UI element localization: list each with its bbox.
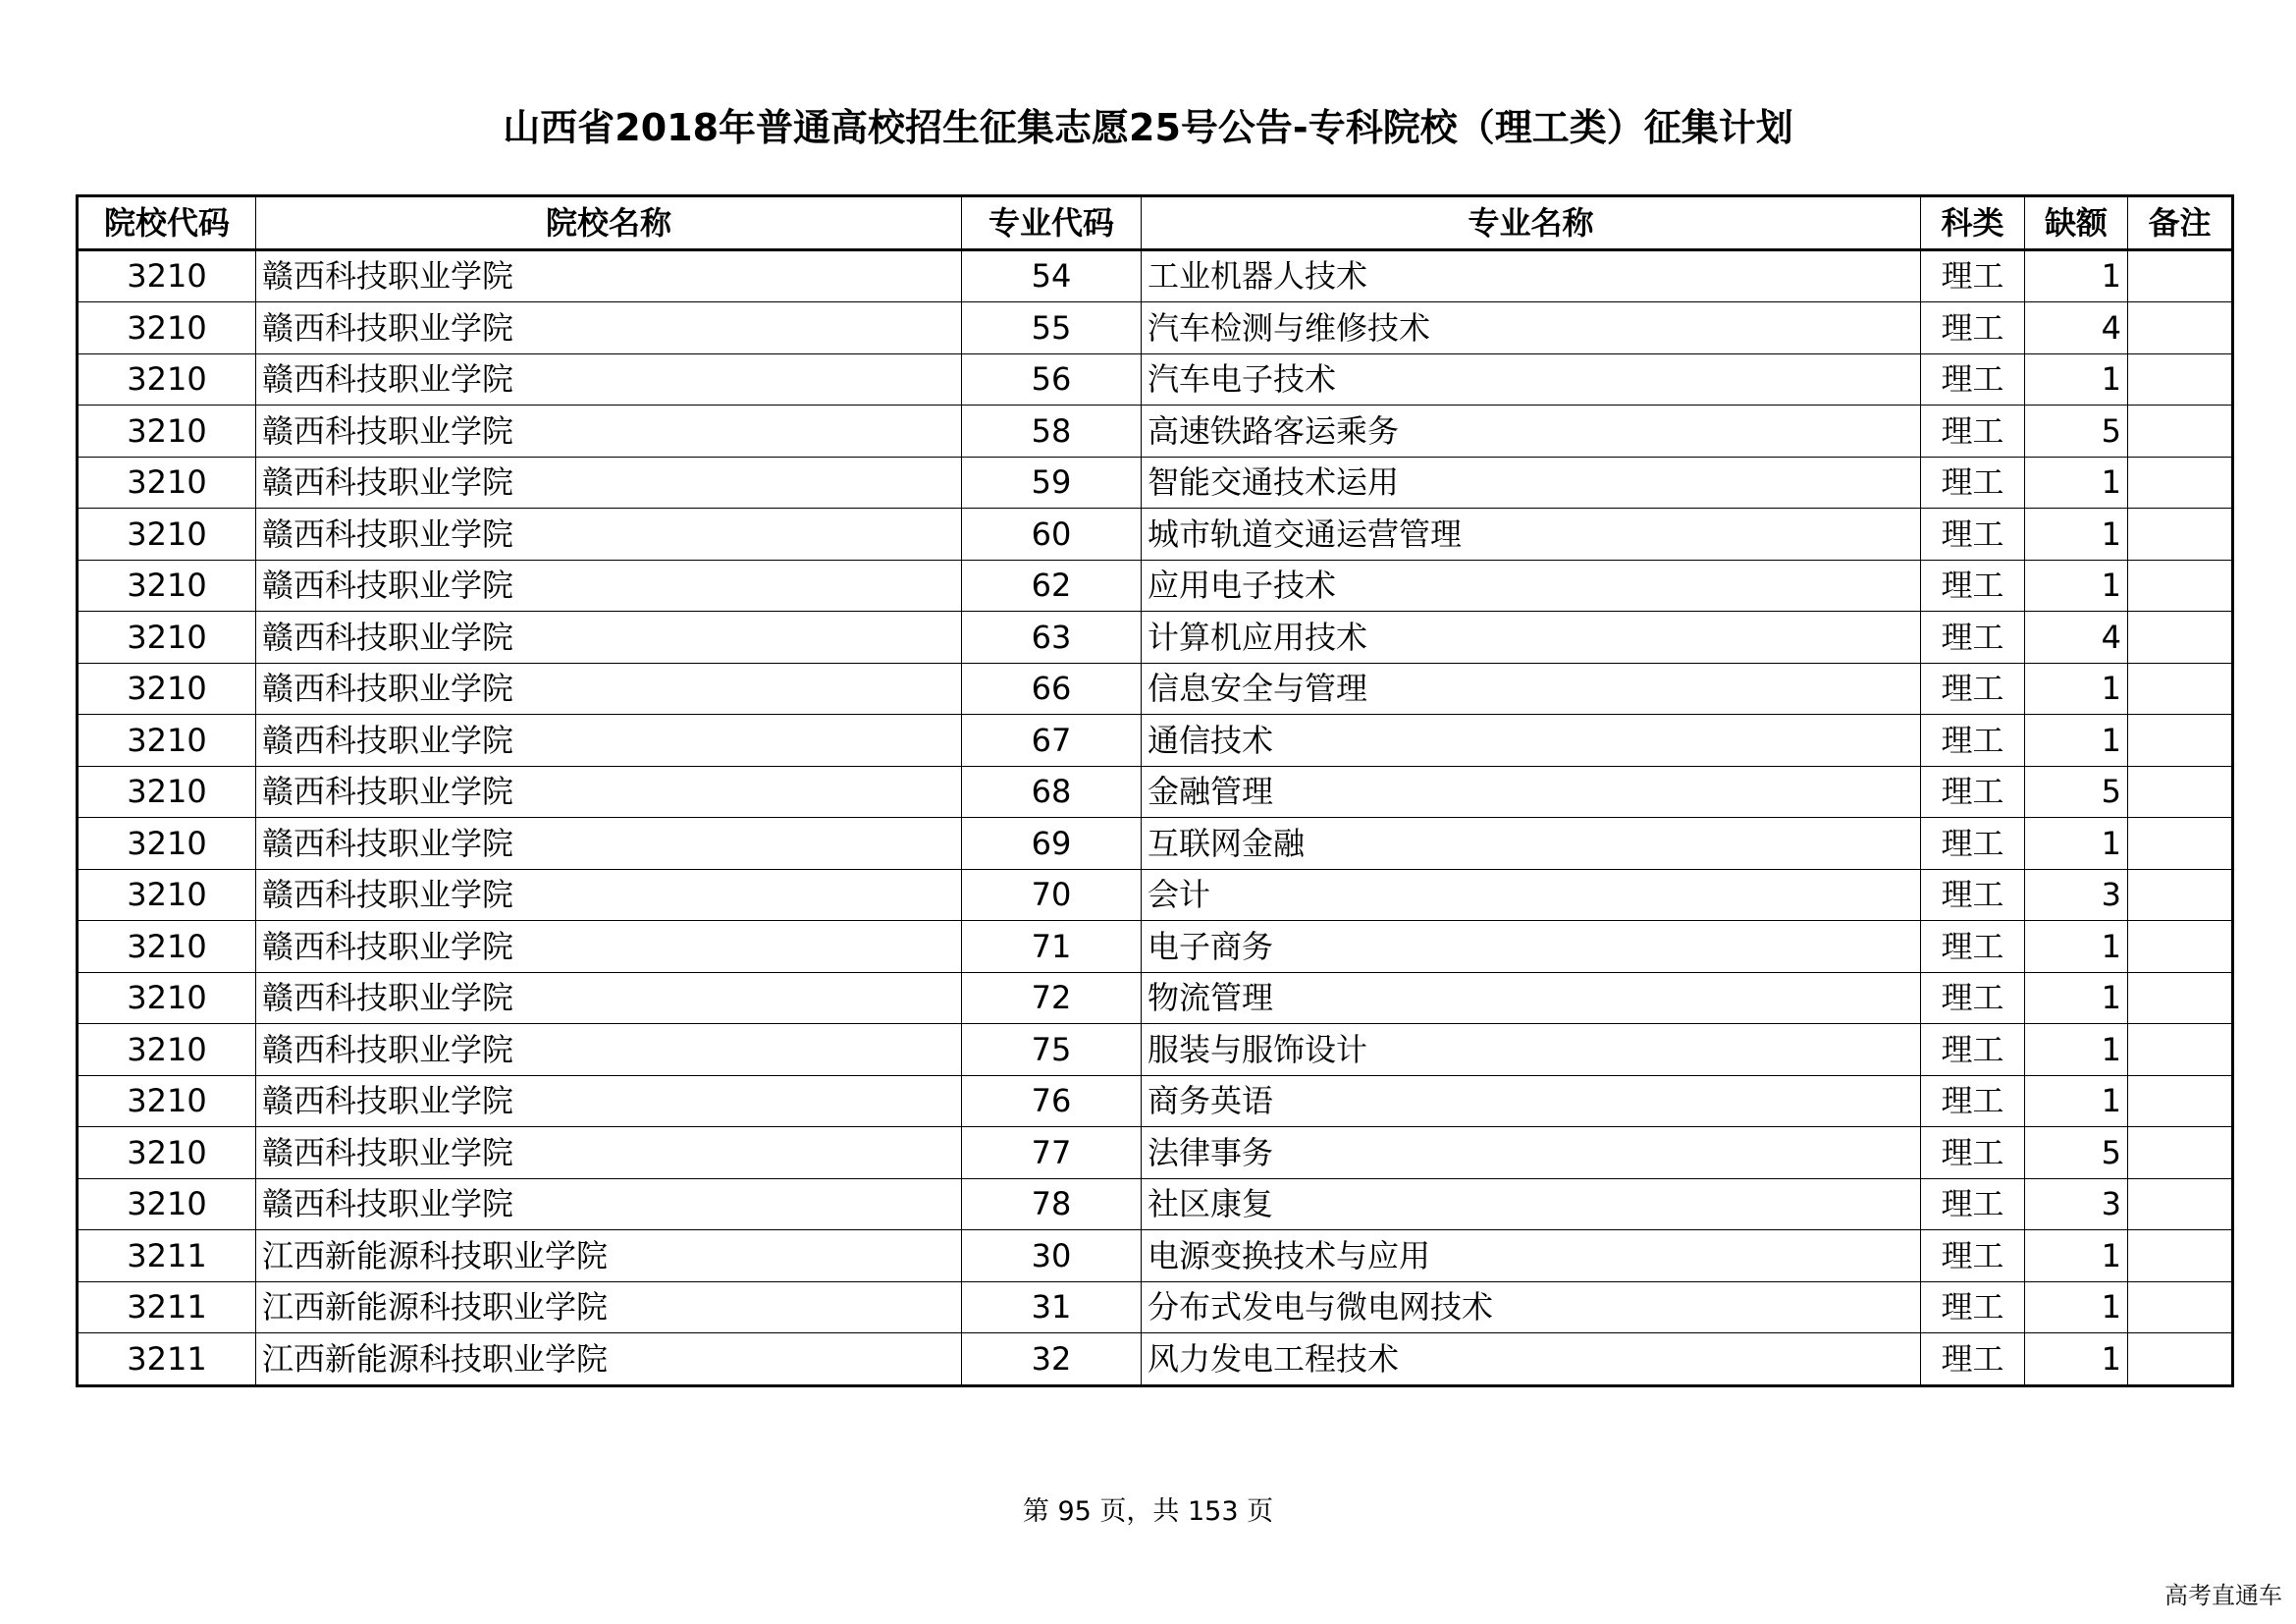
cell-major-code: 68	[962, 766, 1142, 818]
cell-major-name: 电子商务	[1142, 921, 1921, 973]
cell-vacancies: 1	[2025, 818, 2128, 870]
cell-category: 理工	[1921, 457, 2025, 509]
cell-remarks	[2128, 663, 2233, 715]
cell-vacancies: 1	[2025, 509, 2128, 561]
cell-major-code: 62	[962, 560, 1142, 612]
cell-vacancies: 1	[2025, 457, 2128, 509]
table-row	[78, 972, 2233, 1024]
cell-school-code: 3210	[78, 612, 256, 664]
cell-remarks	[2128, 249, 2233, 302]
table-row	[78, 1075, 2233, 1127]
table-row	[78, 1024, 2233, 1076]
cell-major-name: 商务英语	[1142, 1075, 1921, 1127]
cell-school-name: 赣西科技职业学院	[256, 1024, 962, 1076]
cell-major-name: 工业机器人技术	[1142, 249, 1921, 302]
cell-vacancies: 1	[2025, 1333, 2128, 1386]
table-row	[78, 1230, 2233, 1282]
cell-school-code: 3210	[78, 1024, 256, 1076]
cell-vacancies: 1	[2025, 1024, 2128, 1076]
cell-remarks	[2128, 1281, 2233, 1333]
cell-remarks	[2128, 869, 2233, 921]
cell-category: 理工	[1921, 249, 2025, 302]
cell-major-code: 55	[962, 302, 1142, 354]
table-header-row	[78, 196, 2233, 250]
table-row	[78, 1281, 2233, 1333]
cell-vacancies: 5	[2025, 1127, 2128, 1179]
page-footer: 第 95 页，共 153 页	[1022, 1496, 1274, 1527]
cell-category: 理工	[1921, 766, 2025, 818]
cell-major-code: 31	[962, 1281, 1142, 1333]
cell-remarks	[2128, 1127, 2233, 1179]
table-body	[78, 249, 2233, 1385]
cell-remarks	[2128, 560, 2233, 612]
cell-school-code: 3210	[78, 663, 256, 715]
cell-major-code: 76	[962, 1075, 1142, 1127]
cell-major-code: 67	[962, 715, 1142, 767]
cell-major-code: 66	[962, 663, 1142, 715]
table-row	[78, 457, 2233, 509]
cell-category: 理工	[1921, 869, 2025, 921]
cell-major-code: 71	[962, 921, 1142, 973]
cell-category: 理工	[1921, 406, 2025, 458]
cell-remarks	[2128, 406, 2233, 458]
table-row	[78, 715, 2233, 767]
cell-major-name: 服装与服饰设计	[1142, 1024, 1921, 1076]
header-category: 科类	[1921, 196, 2025, 250]
table-row	[78, 612, 2233, 664]
cell-school-name: 赣西科技职业学院	[256, 818, 962, 870]
cell-school-code: 3210	[78, 921, 256, 973]
cell-school-code: 3210	[78, 766, 256, 818]
cell-major-code: 63	[962, 612, 1142, 664]
cell-school-name: 赣西科技职业学院	[256, 249, 962, 302]
cell-vacancies: 1	[2025, 1230, 2128, 1282]
table-row	[78, 818, 2233, 870]
table-row	[78, 1127, 2233, 1179]
cell-remarks	[2128, 509, 2233, 561]
header-vacancies: 缺额	[2025, 196, 2128, 250]
cell-school-name: 赣西科技职业学院	[256, 1127, 962, 1179]
cell-remarks	[2128, 302, 2233, 354]
cell-major-name: 会计	[1142, 869, 1921, 921]
cell-school-name: 赣西科技职业学院	[256, 406, 962, 458]
cell-category: 理工	[1921, 715, 2025, 767]
cell-vacancies: 1	[2025, 972, 2128, 1024]
enrollment-plan-table	[76, 194, 2234, 1387]
cell-category: 理工	[1921, 302, 2025, 354]
cell-school-name: 赣西科技职业学院	[256, 302, 962, 354]
cell-major-name: 汽车电子技术	[1142, 353, 1921, 406]
cell-vacancies: 1	[2025, 249, 2128, 302]
cell-school-code: 3210	[78, 406, 256, 458]
header-remarks: 备注	[2128, 196, 2233, 250]
cell-school-code: 3210	[78, 509, 256, 561]
cell-school-code: 3210	[78, 249, 256, 302]
cell-major-name: 物流管理	[1142, 972, 1921, 1024]
cell-category: 理工	[1921, 972, 2025, 1024]
cell-major-name: 高速铁路客运乘务	[1142, 406, 1921, 458]
cell-vacancies: 1	[2025, 1281, 2128, 1333]
table-row	[78, 663, 2233, 715]
cell-category: 理工	[1921, 353, 2025, 406]
cell-major-name: 分布式发电与微电网技术	[1142, 1281, 1921, 1333]
cell-major-code: 69	[962, 818, 1142, 870]
cell-school-name: 赣西科技职业学院	[256, 663, 962, 715]
cell-major-code: 58	[962, 406, 1142, 458]
cell-school-code: 3210	[78, 1075, 256, 1127]
cell-school-name: 赣西科技职业学院	[256, 509, 962, 561]
cell-major-name: 信息安全与管理	[1142, 663, 1921, 715]
cell-vacancies: 5	[2025, 766, 2128, 818]
cell-category: 理工	[1921, 1075, 2025, 1127]
cell-remarks	[2128, 612, 2233, 664]
watermark-text: 高考直通车	[2164, 1582, 2282, 1609]
cell-remarks	[2128, 1230, 2233, 1282]
cell-major-name: 法律事务	[1142, 1127, 1921, 1179]
cell-school-name: 赣西科技职业学院	[256, 457, 962, 509]
cell-major-code: 77	[962, 1127, 1142, 1179]
table-row	[78, 509, 2233, 561]
cell-school-name: 赣西科技职业学院	[256, 560, 962, 612]
cell-major-code: 70	[962, 869, 1142, 921]
cell-school-code: 3211	[78, 1281, 256, 1333]
cell-category: 理工	[1921, 1281, 2025, 1333]
cell-vacancies: 5	[2025, 406, 2128, 458]
cell-remarks	[2128, 1178, 2233, 1230]
table-row	[78, 560, 2233, 612]
cell-school-name: 江西新能源科技职业学院	[256, 1230, 962, 1282]
cell-remarks	[2128, 1024, 2233, 1076]
cell-vacancies: 1	[2025, 921, 2128, 973]
table-row	[78, 302, 2233, 354]
cell-school-name: 江西新能源科技职业学院	[256, 1281, 962, 1333]
cell-school-name: 赣西科技职业学院	[256, 972, 962, 1024]
header-major-name: 专业名称	[1142, 196, 1921, 250]
cell-major-name: 计算机应用技术	[1142, 612, 1921, 664]
cell-school-name: 赣西科技职业学院	[256, 869, 962, 921]
cell-category: 理工	[1921, 818, 2025, 870]
cell-major-name: 城市轨道交通运营管理	[1142, 509, 1921, 561]
cell-remarks	[2128, 353, 2233, 406]
cell-school-code: 3210	[78, 972, 256, 1024]
cell-vacancies: 1	[2025, 1075, 2128, 1127]
table-row	[78, 353, 2233, 406]
table-row	[78, 249, 2233, 302]
cell-vacancies: 4	[2025, 302, 2128, 354]
cell-school-code: 3210	[78, 457, 256, 509]
cell-major-code: 75	[962, 1024, 1142, 1076]
cell-school-name: 赣西科技职业学院	[256, 1075, 962, 1127]
cell-school-code: 3210	[78, 818, 256, 870]
cell-category: 理工	[1921, 612, 2025, 664]
cell-major-name: 社区康复	[1142, 1178, 1921, 1230]
cell-school-code: 3210	[78, 1127, 256, 1179]
cell-vacancies: 1	[2025, 715, 2128, 767]
cell-school-code: 3211	[78, 1230, 256, 1282]
table-row	[78, 1333, 2233, 1386]
cell-category: 理工	[1921, 509, 2025, 561]
cell-major-name: 汽车检测与维修技术	[1142, 302, 1921, 354]
cell-remarks	[2128, 921, 2233, 973]
cell-remarks	[2128, 972, 2233, 1024]
cell-major-name: 电源变换技术与应用	[1142, 1230, 1921, 1282]
cell-school-code: 3210	[78, 869, 256, 921]
cell-category: 理工	[1921, 1333, 2025, 1386]
cell-school-name: 江西新能源科技职业学院	[256, 1333, 962, 1386]
cell-major-code: 78	[962, 1178, 1142, 1230]
cell-category: 理工	[1921, 1127, 2025, 1179]
cell-school-code: 3210	[78, 353, 256, 406]
cell-major-name: 应用电子技术	[1142, 560, 1921, 612]
header-school-code: 院校代码	[78, 196, 256, 250]
cell-major-name: 金融管理	[1142, 766, 1921, 818]
cell-school-code: 3210	[78, 1178, 256, 1230]
table-row	[78, 766, 2233, 818]
cell-vacancies: 3	[2025, 1178, 2128, 1230]
cell-remarks	[2128, 766, 2233, 818]
cell-vacancies: 1	[2025, 560, 2128, 612]
cell-remarks	[2128, 1333, 2233, 1386]
cell-major-name: 智能交通技术运用	[1142, 457, 1921, 509]
cell-category: 理工	[1921, 1230, 2025, 1282]
cell-school-name: 赣西科技职业学院	[256, 1178, 962, 1230]
cell-major-code: 30	[962, 1230, 1142, 1282]
cell-major-code: 56	[962, 353, 1142, 406]
cell-school-name: 赣西科技职业学院	[256, 612, 962, 664]
cell-school-code: 3211	[78, 1333, 256, 1386]
cell-remarks	[2128, 457, 2233, 509]
cell-school-code: 3210	[78, 560, 256, 612]
cell-school-code: 3210	[78, 715, 256, 767]
cell-major-code: 59	[962, 457, 1142, 509]
cell-remarks	[2128, 715, 2233, 767]
cell-major-code: 72	[962, 972, 1142, 1024]
cell-major-code: 54	[962, 249, 1142, 302]
cell-major-name: 风力发电工程技术	[1142, 1333, 1921, 1386]
cell-school-name: 赣西科技职业学院	[256, 921, 962, 973]
cell-vacancies: 1	[2025, 663, 2128, 715]
page-title: 山西省2018年普通高校招生征集志愿25号公告-专科院校（理工类）征集计划	[503, 106, 1793, 149]
cell-vacancies: 3	[2025, 869, 2128, 921]
cell-school-name: 赣西科技职业学院	[256, 715, 962, 767]
table-row	[78, 921, 2233, 973]
cell-school-code: 3210	[78, 302, 256, 354]
cell-category: 理工	[1921, 1024, 2025, 1076]
cell-major-name: 互联网金融	[1142, 818, 1921, 870]
cell-remarks	[2128, 1075, 2233, 1127]
cell-major-code: 60	[962, 509, 1142, 561]
cell-category: 理工	[1921, 560, 2025, 612]
table-row	[78, 1178, 2233, 1230]
cell-category: 理工	[1921, 663, 2025, 715]
header-major-code: 专业代码	[962, 196, 1142, 250]
cell-vacancies: 4	[2025, 612, 2128, 664]
cell-major-code: 32	[962, 1333, 1142, 1386]
cell-category: 理工	[1921, 1178, 2025, 1230]
cell-school-name: 赣西科技职业学院	[256, 353, 962, 406]
header-school-name: 院校名称	[256, 196, 962, 250]
table-row	[78, 869, 2233, 921]
cell-major-name: 通信技术	[1142, 715, 1921, 767]
cell-category: 理工	[1921, 921, 2025, 973]
cell-school-name: 赣西科技职业学院	[256, 766, 962, 818]
cell-vacancies: 1	[2025, 353, 2128, 406]
cell-remarks	[2128, 818, 2233, 870]
table-row	[78, 406, 2233, 458]
